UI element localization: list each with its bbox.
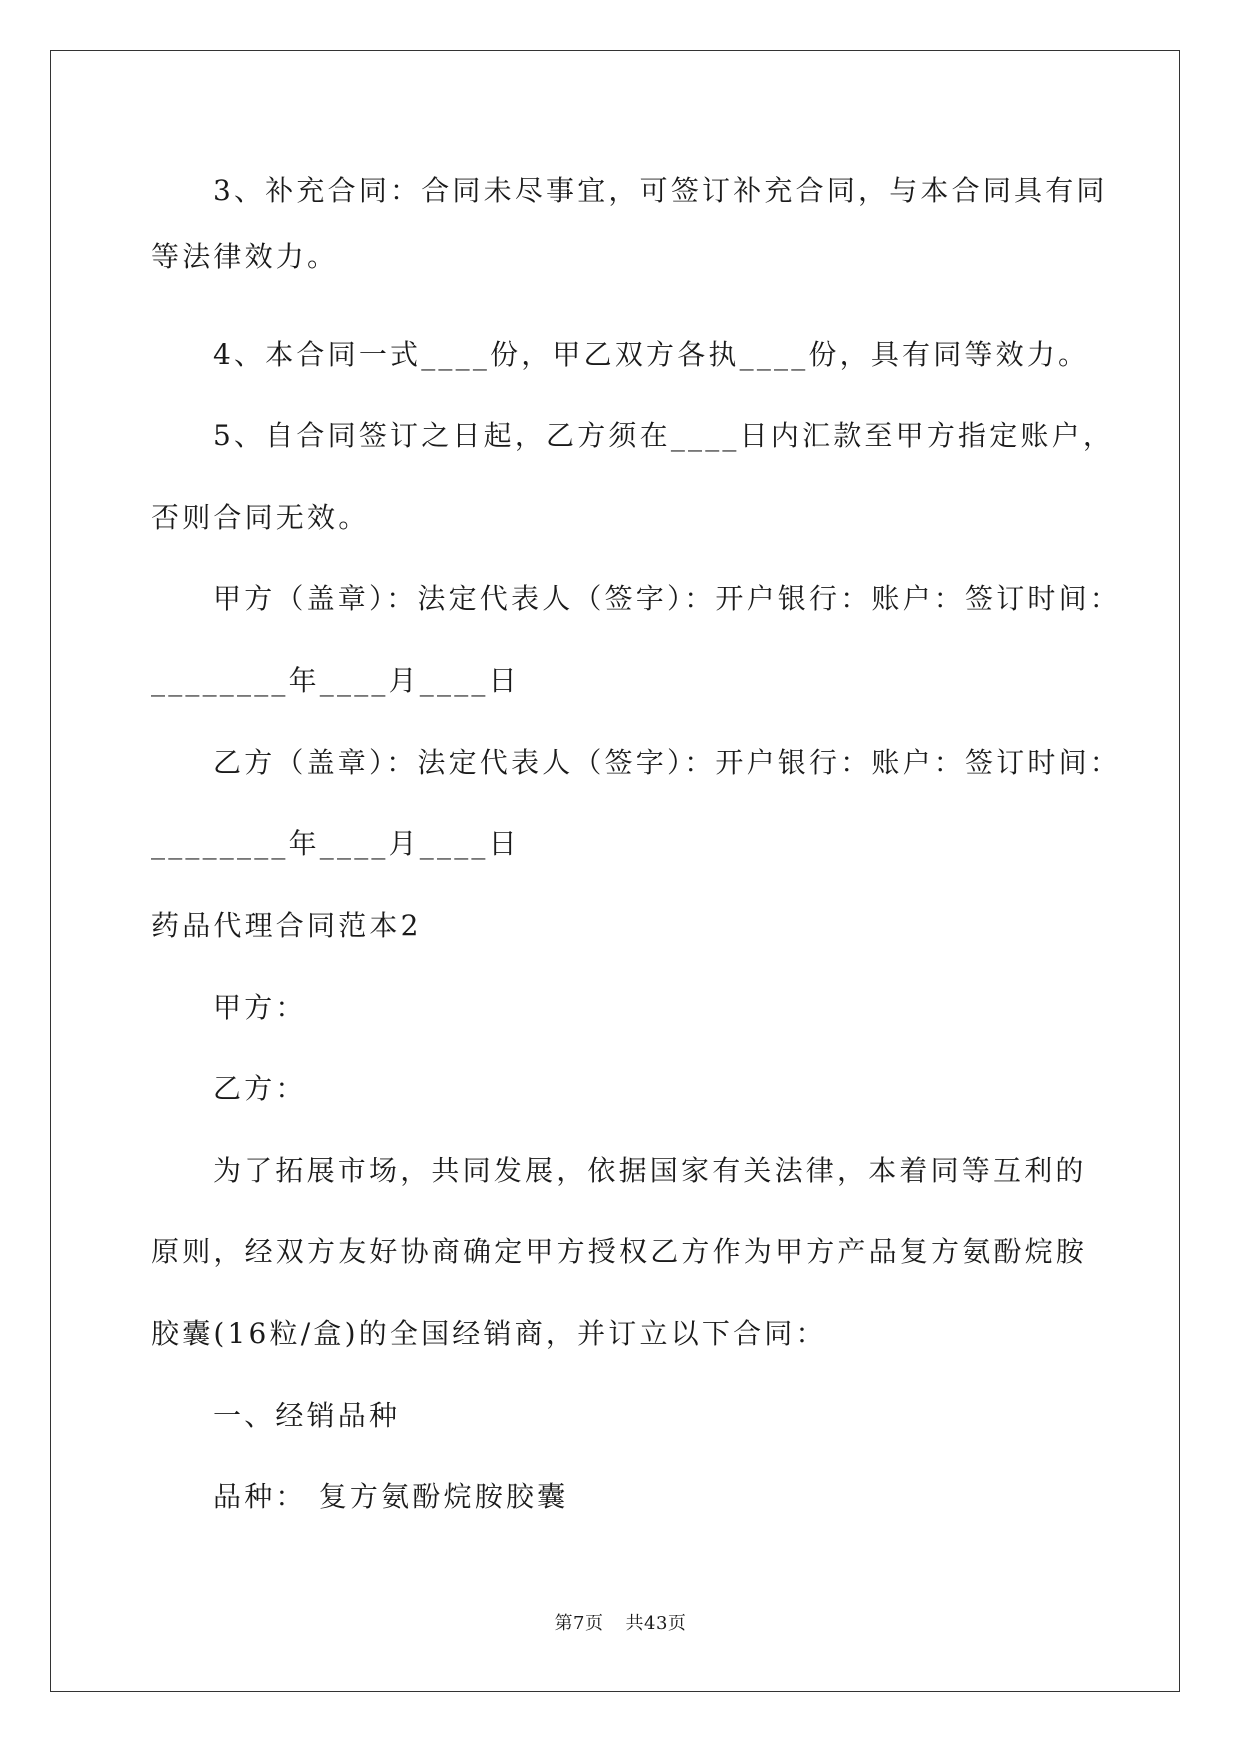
paragraph-line: 胶囊(16粒/盒)的全国经销商，并订立以下合同： (151, 1317, 827, 1350)
paragraph-line: 原则，经双方友好协商确定甲方授权乙方作为甲方产品复方氨酚烷胺 (151, 1235, 1088, 1268)
page-number: 第7页 (554, 1613, 604, 1634)
paragraph-line: 3、补充合同：合同未尽事宜，可签订补充合同，与本合同具有同 (213, 174, 1108, 207)
signature-line-party-a: 甲方（盖章）：法定代表人（签字）：开户银行：账户：签订时间： (213, 582, 1122, 615)
party-a-label: 甲方： (213, 991, 307, 1024)
page-footer (0, 1612, 1241, 1636)
page-total: 共43页 (625, 1613, 687, 1634)
signature-line-party-b: 乙方（盖章）：法定代表人（签字）：开户银行：账户：签订时间： (213, 746, 1122, 779)
date-line-party-a: ________年____月____日 (151, 664, 520, 697)
page-border (50, 50, 1180, 1692)
paragraph-line: 等法律效力。 (151, 240, 339, 273)
party-b-label: 乙方： (213, 1072, 307, 1105)
product-line: 品种： 复方氨酚烷胺胶囊 (213, 1480, 569, 1513)
clause-heading: 一、经销品种 (213, 1399, 401, 1432)
paragraph-line: 为了拓展市场，共同发展，依据国家有关法律，本着同等互利的 (213, 1154, 1087, 1187)
paragraph-line: 否则合同无效。 (151, 501, 370, 534)
paragraph-line: 4、本合同一式____份，甲乙双方各执____份，具有同等效力。 (213, 338, 1090, 371)
section-title: 药品代理合同范本2 (151, 909, 422, 942)
paragraph-line: 5、自合同签订之日起，乙方须在____日内汇款至甲方指定账户， (213, 419, 1115, 452)
date-line-party-b: ________年____月____日 (151, 827, 520, 860)
